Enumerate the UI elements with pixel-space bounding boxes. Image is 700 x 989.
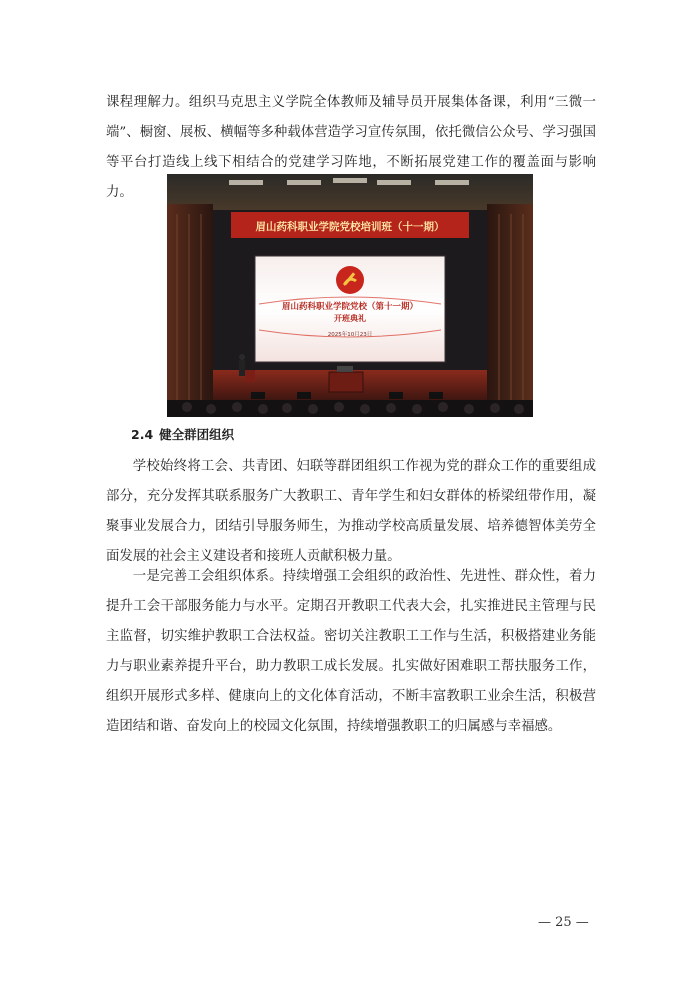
screen-date: 2025年10月23日 — [327, 332, 373, 338]
body-paragraph-2: 一是完善工会组织体系。持续增强工会组织的政治性、先进性、群众性，着力提升工会干部服务能力与水平。定期召开教职工代表大会，扎实推进民主管理与民主监督，切实维护教职工合法权益。密切关注教职工工作与生活，积极搭建业务能力与职业素养提升平台，助力教职工成长发展。扎实做好困难职工帮扶服务工作，组织开展形式多样、健康向上的文化体育活动，不断丰富教职工业余生活，积极营造团结和谐、奋发向上的校园文化氛围，持续增强教职工的归属感与幸福感。 — [106, 569, 596, 734]
ceremony-photo-graphic — [167, 174, 533, 417]
ceremony-photo — [167, 174, 533, 417]
screen-title: 眉山药科职业学院党校（第十一期） — [281, 302, 419, 312]
screen-subtitle: 开班典礼 — [334, 314, 366, 323]
intro-paragraph: 课程理解力。组织马克思主义学院全体教师及辅导员开展集体备课，利用“三微一端”、橱窗、展板、横幅等多种载体营造学习宣传氛围，依托微信公众号、学习强国等平台打造线上线下相结合的党建学习阵地，不断拓展党建工作的覆盖面与影响力。 — [106, 95, 596, 200]
section-title: 健全群团组织 — [159, 427, 235, 442]
body-paragraph-1: 学校始终将工会、共青团、妇联等群团组织工作视为党的群众工作的重要组成部分，充分发挥其联系服务广大教职工、青年学生和妇女群体的桥梁纽带作用，凝聚事业发展合力，团结引导服务师生，为推动学校高质量发展、培养德智体美劳全面发展的社会主义建设者和接班人贡献积极力量。 — [106, 459, 596, 564]
section-heading — [131, 425, 234, 443]
banner-text: 眉山药科职业学院党校培训班（十一期） — [255, 221, 445, 233]
section-number: 2.4 — [131, 427, 154, 442]
page-number: — 25 — — [538, 915, 589, 930]
